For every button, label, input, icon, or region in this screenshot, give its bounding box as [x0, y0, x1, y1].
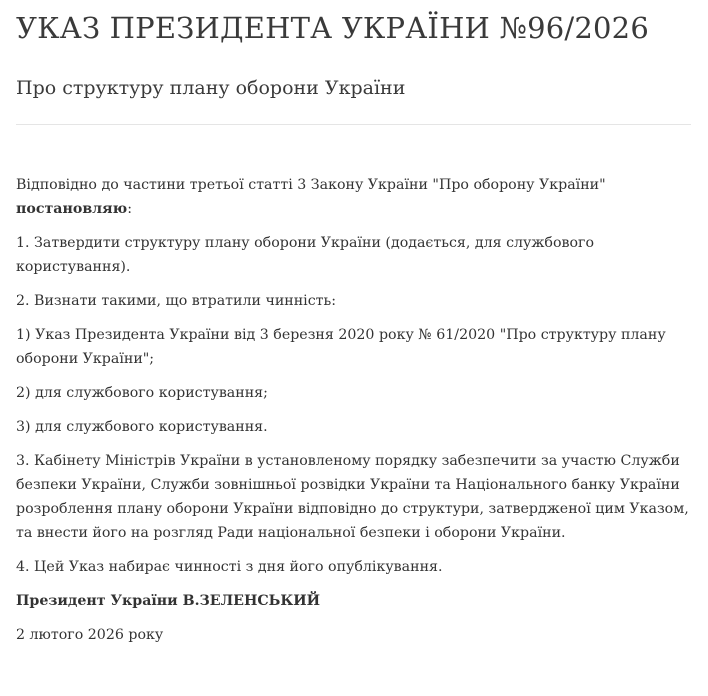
paragraph-1: 1. Затвердити структуру плану оборони України (додається, для службового користування).: [16, 235, 595, 275]
preamble-paragraph: [16, 173, 691, 221]
preamble-text: Відповідно до частини третьої статті 3 Закону України "Про оборону України": [16, 177, 606, 193]
decree-colon: :: [127, 201, 132, 217]
decree-verb: постановляю: [16, 201, 128, 217]
paragraph-2: 2. Визнати такими, що втратили чинність:: [16, 293, 337, 309]
page-subtitle: Про структуру плану оборони України: [16, 77, 406, 99]
paragraph-4: 4. Цей Указ набирає чинності з дня його опублікування.: [16, 559, 443, 575]
decree-date: 2 лютого 2026 року: [16, 627, 164, 643]
paragraph-3: 3. Кабінету Міністрів України в установленому порядку забезпечити за участю Служби безпеки України, Служби зовнішньої розвідки України та Національного банку України розроблення плану оборони України відповідно до структури, затвердженої цим Указом, та внести його на розгляд Ради національної безпеки і оборони України.: [16, 453, 689, 541]
title-divider: [16, 124, 691, 125]
paragraph-2-item-3: 3) для службового користування.: [16, 419, 268, 435]
decree-body: [16, 173, 691, 647]
paragraph-2-item-2: 2) для службового користування;: [16, 385, 268, 401]
signature: Президент України В.ЗЕЛЕНСЬКИЙ: [16, 593, 321, 609]
page-title: УКАЗ ПРЕЗИДЕНТА УКРАЇНИ №96/2026: [16, 11, 649, 45]
paragraph-2-item-1: 1) Указ Президента України від 3 березня 2020 року № 61/2020 "Про структуру плану оборони України";: [16, 327, 666, 367]
